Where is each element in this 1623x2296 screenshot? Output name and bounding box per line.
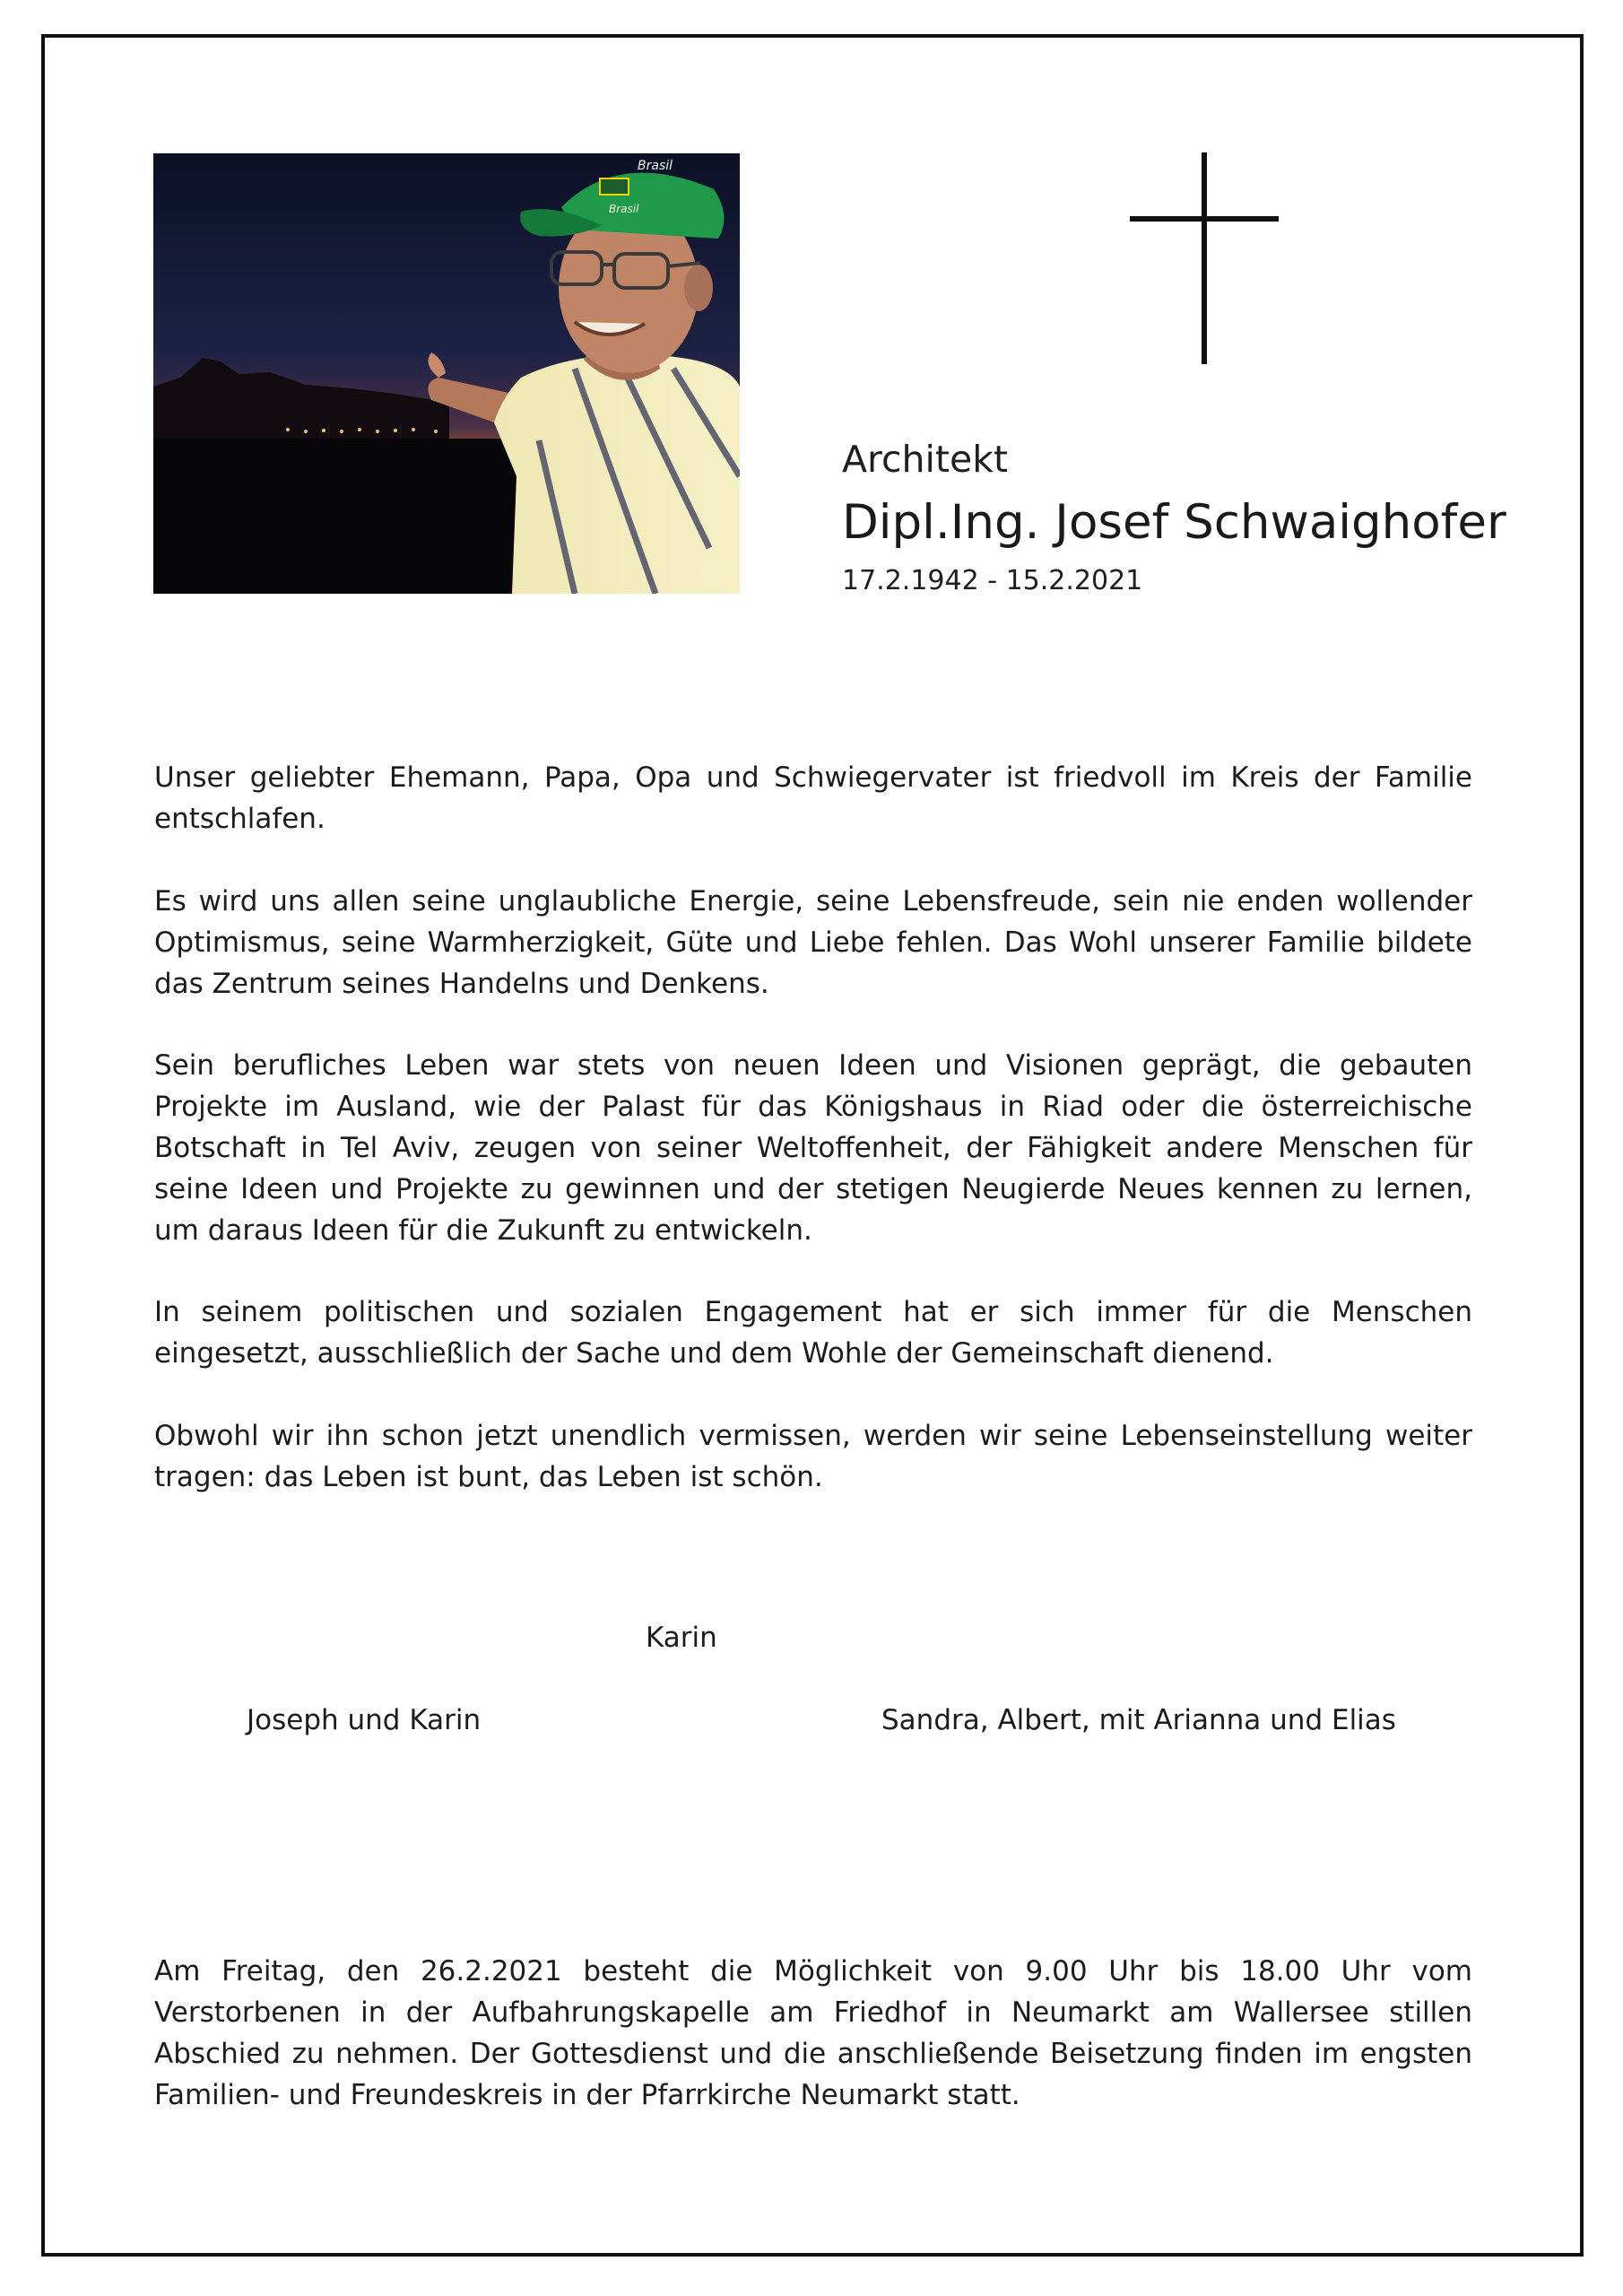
paragraph-engagement: In seinem politischen und sozialen Engagement hat er sich immer für die Menschen eingesetzt, ausschließlich der Sache und dem Wohle der Gemeinschaft dienend. bbox=[154, 1296, 1472, 1370]
life-dates: 17.2.1942 - 15.2.2021 bbox=[842, 565, 1143, 596]
paragraph-closing: Obwohl wir ihn schon jetzt unendlich vermissen, werden wir seine Lebenseinstellung weiter tragen: das Leben ist bunt, das Leben ist schön. bbox=[154, 1420, 1472, 1493]
deceased-name: Dipl.Ing. Josef Schwaighofer bbox=[842, 495, 1506, 550]
signature-spouse: Karin bbox=[646, 1622, 717, 1654]
cross-vertical-bar bbox=[1202, 152, 1207, 364]
cross-horizontal-bar bbox=[1130, 216, 1279, 222]
funeral-information: Am Freitag, den 26.2.2021 besteht die Möglichkeit von 9.00 Uhr bis 18.00 Uhr vom Verstorbenen in der Aufbahrungskapelle am Friedhof in Neumarkt am Wallersee stillen Abschied zu nehmen. Der Gottesdienst und die anschließende Beisetzung finden im engsten Familien- und Freundeskreis in der Pfarrkirche Neumarkt statt. bbox=[154, 1955, 1472, 2111]
paragraph-intro: Unser geliebter Ehemann, Papa, Opa und Schwiegervater ist friedvoll im Kreis der Familie entschlafen. bbox=[154, 761, 1472, 835]
svg-text:Brasil: Brasil bbox=[638, 159, 673, 173]
signature-family-right: Sandra, Albert, mit Arianna und Elias bbox=[881, 1704, 1396, 1736]
paragraph-career: Sein berufliches Leben war stets von neuen Ideen und Visionen geprägt, die gebauten Projekte im Ausland, wie der Palast für das Königshaus in Riad oder die österreichische Botschaft in Tel Aviv, zeugen von seiner Weltoffenheit, der Fähigkeit andere Menschen für seine Ideen und Projekte zu gewinnen und der stetigen Neugierde Neues kennen zu lernen, um daraus Ideen für die Zukunft zu entwickeln. bbox=[154, 1049, 1472, 1247]
profession-title: Architekt bbox=[842, 438, 1009, 481]
signature-family-left: Joseph und Karin bbox=[247, 1704, 482, 1736]
cross-symbol bbox=[1130, 152, 1279, 364]
svg-text:Brasil: Brasil bbox=[609, 203, 639, 215]
portrait-photo bbox=[153, 153, 740, 594]
paragraph-energy: Es wird uns allen seine unglaubliche Energie, seine Lebensfreude, sein nie enden wollender Optimismus, seine Warmherzigkeit, Güte und Liebe fehlen. Das Wohl unserer Familie bildete das Zentrum seines Handelns und Denkens. bbox=[154, 885, 1472, 1000]
